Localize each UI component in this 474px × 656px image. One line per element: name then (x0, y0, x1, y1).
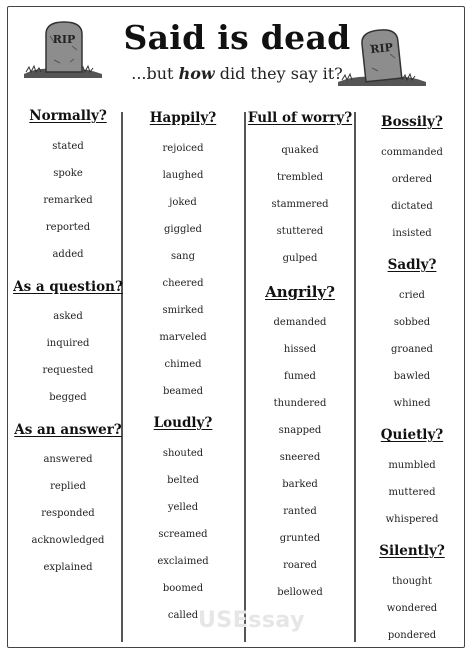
subtitle-pre: ...but (131, 64, 179, 83)
word-item: called (167, 610, 199, 621)
word-item: sobbed (393, 317, 431, 328)
word-item: replied (50, 481, 86, 492)
word-item: gulped (282, 253, 318, 264)
word-item: quaked (281, 145, 319, 156)
word-item: answered (43, 454, 93, 465)
word-item: giggled (164, 224, 202, 235)
word-item: remarked (43, 195, 93, 206)
heading-happily: Happily? (149, 110, 217, 126)
word-item: asked (53, 311, 83, 322)
word-item: ranted (283, 506, 317, 517)
word-item: muttered (388, 487, 436, 498)
word-item: boomed (162, 583, 204, 594)
word-item: spoke (53, 168, 83, 179)
word-item: responded (41, 508, 95, 519)
word-item: ordered (391, 174, 433, 185)
word-item: rejoiced (162, 143, 204, 154)
word-item: grunted (279, 533, 321, 544)
heading-silently: Silently? (379, 543, 445, 559)
word-item: shouted (162, 448, 204, 459)
word-item: barked (282, 479, 318, 490)
heading-full-of-worry: Full of worry? (247, 110, 353, 126)
word-item: marveled (159, 332, 207, 343)
heading-quietly: Quietly? (380, 427, 444, 443)
word-item: sang (171, 251, 195, 262)
word-item: dictated (391, 201, 433, 212)
word-item: chimed (164, 359, 202, 370)
word-item: begged (49, 392, 87, 403)
word-item: cheered (162, 278, 204, 289)
word-item: groaned (391, 344, 433, 355)
svg-text:RIP: RIP (52, 33, 76, 46)
word-item: snapped (278, 425, 322, 436)
word-item: bellowed (277, 587, 323, 598)
page-subtitle (0, 64, 474, 83)
word-item: whispered (385, 514, 439, 525)
heading-as-an-answer: As an answer? (14, 422, 122, 438)
word-item: added (52, 249, 84, 260)
watermark: USEssay (198, 608, 305, 633)
word-item: beamed (162, 386, 204, 397)
word-item: yelled (167, 502, 199, 513)
heading-bossily: Bossily? (381, 114, 443, 130)
word-item: stammered (271, 199, 329, 210)
word-item: commanded (381, 147, 443, 158)
word-item: pondered (387, 630, 437, 641)
word-item: stated (52, 141, 84, 152)
word-item: reported (45, 222, 91, 233)
heading-normally: Normally? (29, 108, 107, 124)
word-item: thought (392, 576, 432, 587)
word-item: fumed (284, 371, 316, 382)
word-item: mumbled (388, 460, 436, 471)
word-item: belted (167, 475, 199, 486)
heading-sadly: Sadly? (387, 257, 437, 273)
word-item: sneered (279, 452, 321, 463)
word-item: acknowledged (31, 535, 105, 546)
word-item: roared (283, 560, 317, 571)
heading-angrily: Angrily? (265, 283, 335, 301)
word-item: trembled (276, 172, 324, 183)
word-item: smirked (162, 305, 204, 316)
word-item: laughed (162, 170, 204, 181)
page-title: Said is dead (123, 18, 351, 57)
word-item: whined (393, 398, 431, 409)
subtitle-how: how (178, 64, 215, 83)
heading-as-a-question: As a question? (13, 279, 123, 295)
word-item: screamed (158, 529, 208, 540)
word-item: requested (42, 365, 94, 376)
word-item: inquired (46, 338, 90, 349)
subtitle-post: did they say it? (214, 64, 343, 83)
heading-loudly: Loudly? (153, 415, 213, 431)
column-divider (354, 112, 356, 642)
word-item: exclaimed (157, 556, 209, 567)
word-item: stuttered (276, 226, 324, 237)
word-item: wondered (386, 603, 438, 614)
word-item: cried (399, 290, 425, 301)
svg-text:RIP: RIP (369, 40, 394, 57)
word-item: demanded (273, 317, 327, 328)
word-item: joked (169, 197, 197, 208)
word-item: bawled (393, 371, 431, 382)
word-item: explained (43, 562, 93, 573)
word-item: thundered (273, 398, 327, 409)
word-item: hissed (283, 344, 317, 355)
word-item: insisted (392, 228, 432, 239)
